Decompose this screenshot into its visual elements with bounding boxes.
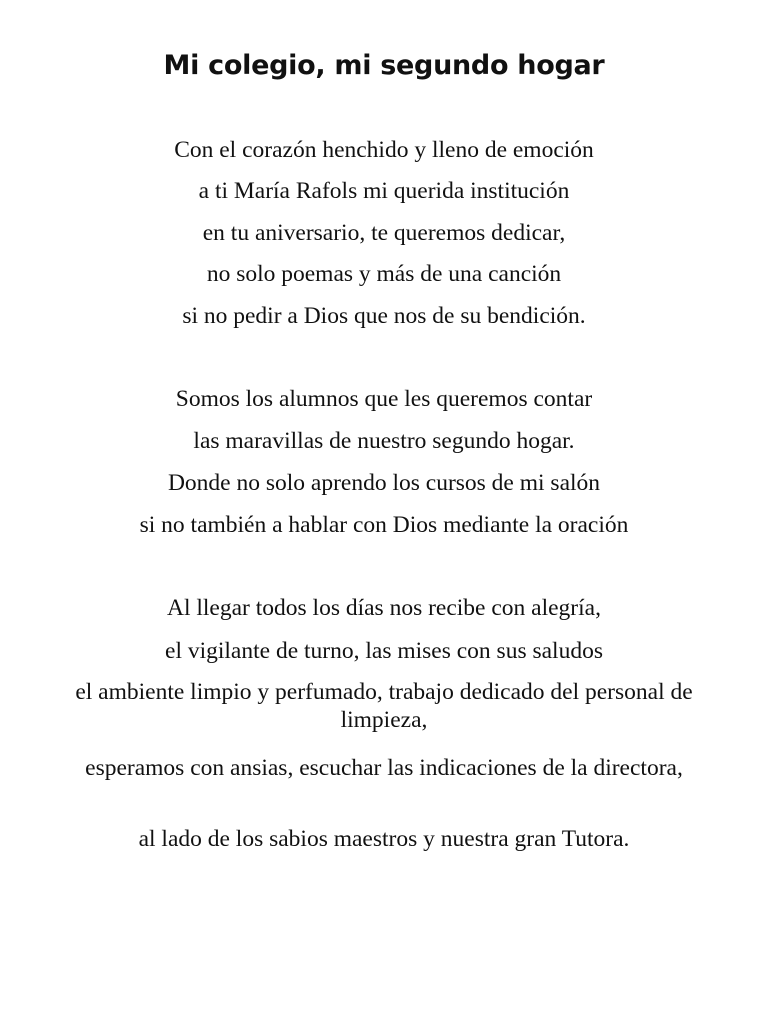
poem-line: el ambiente limpio y perfumado, trabajo dedicado del personal de limpieza, — [75, 679, 693, 733]
poem-line: las maravillas de nuestro segundo hogar. — [193, 428, 575, 454]
poem-line: si no también a hablar con Dios mediante la oración — [139, 512, 629, 538]
poem-line: a ti María Rafols mi querida institución — [198, 178, 570, 204]
poem-line: Al llegar todos los días nos recibe con alegría, — [167, 595, 601, 621]
poem-line: esperamos con ansias, escuchar las indicaciones de la directora, — [85, 755, 683, 781]
poem-line: en tu aniversario, te queremos dedicar, — [202, 220, 566, 246]
poem-line: Donde no solo aprendo los cursos de mi salón — [167, 470, 601, 496]
poem-title: Mi colegio, mi segundo hogar — [163, 50, 605, 81]
poem-line: al lado de los sabios maestros y nuestra gran Tutora. — [138, 826, 630, 852]
poem-line: Con el corazón henchido y lleno de emoción — [174, 137, 594, 163]
poem-line: si no pedir a Dios que nos de su bendición. — [182, 303, 586, 329]
poem-line: el vigilante de turno, las mises con sus saludos — [165, 638, 603, 664]
poem-line: no solo poemas y más de una canción — [206, 261, 562, 287]
poem-line: Somos los alumnos que les queremos contar — [175, 386, 593, 412]
